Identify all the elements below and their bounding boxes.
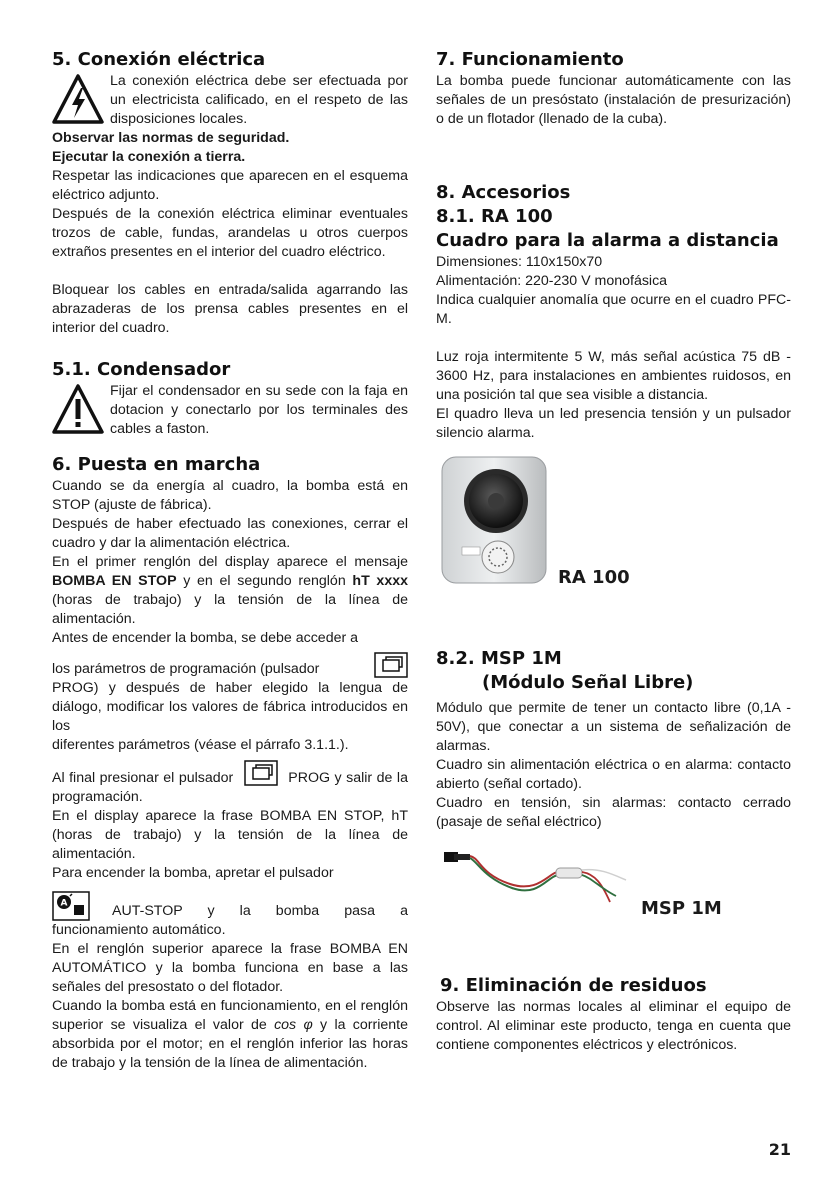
ra100-power: Alimentación: 220-230 V monofásica — [436, 273, 668, 289]
s6-p3-text-c: y en el segundo renglón — [176, 573, 353, 589]
prog-key-icon — [244, 760, 278, 786]
ra100-caption: RA 100 — [558, 567, 630, 588]
section-6-p6 — [52, 769, 408, 807]
ht-xxxx-text: hT xxxx — [352, 573, 408, 589]
s6-p6-text-a: Al final presionar el pulsador — [52, 770, 234, 786]
bomba-en-stop-text: BOMBA EN STOP — [52, 573, 177, 589]
section-6-p5 — [52, 660, 408, 679]
section-6-p5c: diferentes parámetros (véase el párrafo 3.1.1.). — [52, 737, 349, 753]
section-5-title: 5. Conexión eléctrica — [52, 49, 266, 70]
section-7-title: 7. Funcionamiento — [436, 49, 624, 70]
s6-p5-text-a: los parámetros de programación (pulsador — [52, 661, 320, 677]
electric-hazard-icon — [52, 74, 104, 124]
section-7-p1: La bomba puede funcionar automáticamente con las señales de un presóstato (instalación de presurización) o de un flotador (llenado de la cuba). — [436, 73, 791, 127]
msp1m-module-image — [440, 844, 630, 914]
ra100-p3: El quadro lleva un led presencia tensión y un pulsador silencio alarma. — [436, 406, 791, 441]
aut-stop-key-icon — [52, 891, 90, 921]
msp1m-caption: MSP 1M — [641, 898, 722, 919]
safety-note: Observar las normas de seguridad. — [52, 130, 290, 146]
s6-p11-text-c: y la corriente absorbida por el motor; en el renglón inferior las horas de trabajo y la tensión de la línea de alimentación. — [52, 1017, 408, 1071]
s6-p6-text-b: PROG y salir de la programación. — [52, 770, 408, 805]
section-6-p9 — [52, 891, 408, 921]
ra100-dimensions: Dimensiones: 110x150x70 — [436, 254, 603, 270]
cos-phi-text: cos φ — [274, 1017, 313, 1033]
section-6-p11 — [52, 997, 408, 1073]
section-9-p1: Observe las normas locales al eliminar el equipo de control. Al eliminar este producto, tenga en cuenta que contiene componentes eléctricos y electrónicos. — [436, 999, 791, 1053]
section-5-warning-text: La conexión eléctrica debe ser efectuada por un electricista calificado, en el respeto de las disposiciones locales. — [110, 73, 408, 127]
section-6-p1: Cuando se da energía al cuadro, la bomba está en STOP (ajuste de fábrica). — [52, 478, 408, 513]
electric-warning — [52, 72, 408, 129]
ra100-description: Indica cualquier anomalía que ocurre en el cuadro PFC-M. — [436, 292, 791, 327]
msp1m-p1: Módulo que permite de tener un contacto libre (0,1A - 50V), que conectar a un sistema de señalización de alarmas. — [436, 700, 791, 754]
s6-p11-text-a: Cuando la bomba está en funcionamiento, en el renglón superior se visualiza el valor de — [52, 998, 408, 1033]
msp1m-p2: Cuadro sin alimentación eléctrica o en alarma: contacto abierto (señal cortado). — [436, 757, 791, 792]
section-6-title: 6. Puesta en marcha — [52, 454, 261, 475]
section-5-p2: Después de la conexión eléctrica eliminar eventuales trozos de cable, fundas, arandelas u otros cuerpos extraños presentes en el interior del cuadro eléctrico. — [52, 206, 408, 260]
capacitor-warning — [52, 382, 408, 439]
section-5-p1: Respetar las indicaciones que aparecen en el esquema eléctrico adjunto. — [52, 168, 408, 203]
section-6-p10: En el renglón superior aparece la frase BOMBA EN AUTOMÁTICO y la bomba funciona en base a las señales del presostato o del flotador. — [52, 941, 408, 995]
msp1m-p3: Cuadro en tensión, sin alarmas: contacto cerrado (pasaje de señal eléctrico) — [436, 795, 791, 830]
section-9-title: 9. Eliminación de residuos — [440, 975, 707, 996]
section-6-p9b: funcionamiento automático. — [52, 922, 226, 938]
section-6-p5b: PROG) y después de haber elegido la lengua de diálogo, modificar los valores de fábrica introducidos en los — [52, 680, 408, 734]
section-8-1-title: 8.1. RA 100 — [436, 206, 553, 227]
section-8-2-subtitle: (Módulo Señal Libre) — [482, 672, 694, 693]
left-column — [52, 48, 408, 1073]
section-8-1-subtitle: Cuadro para la alarma a distancia — [436, 230, 779, 251]
msp1m-figure — [436, 838, 791, 934]
warning-icon — [52, 384, 104, 434]
svg-text:A: A — [60, 898, 68, 909]
right-column — [436, 48, 791, 1055]
section-6-p3 — [52, 553, 408, 629]
section-8-title: 8. Accesorios — [436, 182, 571, 203]
section-6-p8: Para encender la bomba, apretar el pulsador — [52, 865, 334, 881]
s6-p9-text-a: AUT-STOP y la bomba pasa a — [112, 903, 408, 919]
section-5-p3: Bloquear los cables en entrada/salida agarrando las abrazaderas de los prensa cables presentes en el interior del cuadro. — [52, 282, 408, 336]
prog-key-icon — [374, 652, 408, 678]
s6-p3-text-e: (horas de trabajo) y la tensión de la línea de alimentación. — [52, 592, 408, 627]
s6-p3-text-a: En el primer renglón del display aparece el mensaje — [52, 554, 408, 570]
section-5-1-warning-text: Fijar el condensador en su sede con la faja en dotacion y conectarlo por los terminales des cables a faston. — [110, 383, 408, 437]
page-number: 21 — [768, 1140, 791, 1159]
section-8-2-title: 8.2. MSP 1M — [436, 648, 562, 669]
section-5-1-title: 5.1. Condensador — [52, 359, 231, 380]
section-6-p2: Después de haber efectuado las conexiones, cerrar el cuadro y dar la alimentación eléctrica. — [52, 516, 408, 551]
ra100-device-image — [440, 455, 550, 587]
ra100-p2: Luz roja intermitente 5 W, más señal acústica 75 dB - 3600 Hz, para instalaciones en ambientes ruidosos, en una posición tal que sea visible a distancia. — [436, 349, 791, 403]
ground-note: Ejecutar la conexión a tierra. — [52, 149, 246, 165]
ra100-figure — [436, 455, 791, 605]
section-6-p7: En el display aparece la frase BOMBA EN STOP, hT (horas de trabajo) y la tensión de la línea de alimentación. — [52, 808, 408, 862]
section-6-p4: Antes de encender la bomba, se debe acceder a — [52, 630, 359, 646]
